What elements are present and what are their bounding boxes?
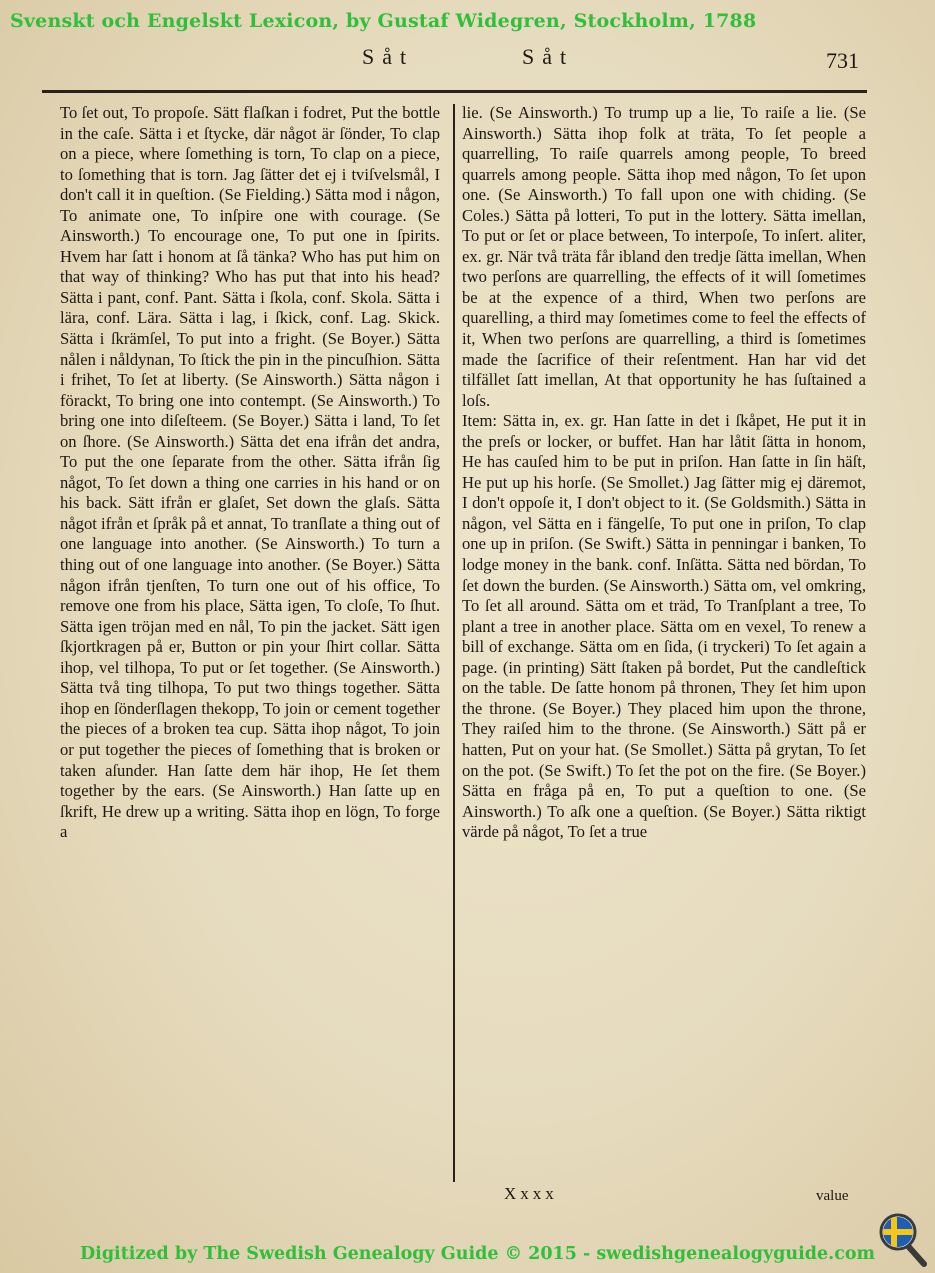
catchword: value — [816, 1188, 849, 1204]
column-divider — [453, 104, 455, 1182]
overlay-title: Svenskt och Engelskt Lexicon, by Gustaf Widegren, Stockholm, 1788 — [10, 10, 757, 32]
right-column-text-2: Item: Sätta in, ex. gr. Han ſatte in det i ſkåpet, He put it in the preſs or locker, or buffet. Han har låtit ſätta in honom, He has cauſed him to be put in priſon. Han ſatte in ſin häſt, He put up his horſe. (Se Smollet.) Jag ſätter mig ej däremot, I don't oppoſe it, I don't object to it. (Se Goldsmith.) Sätta in någon, vel Sätta en i fängelſe, To put one in priſon, To clap one up in priſon. (Se Swift.) Sätta in penningar i banken, To lodge money in the bank. conf. Inſätta. Sätta ned bördan, To ſet down the burden. (Se Ainsworth.) Sätta om, vel omkring, To ſet all around. Sätta om et träd, To Tranſplant a tree, To plant a tree in another place. Sätta om en vexel, To renew a bill of exchange. Sätta om en ſida, (i tryckeri) To ſet again a page. (in printing) Sätt ſtaken på bordet, Put the candleſtick on the table. De ſatte honom på thronen, They ſet him upon the throne. (Se Boyer.) They placed him upon the throne, They raiſed him to the throne. (Se Ainsworth.) Sätt på er hatten, Put on your hat. (Se Smollet.) Sätta på grytan, To ſet on the pot. (Se Swift.) To ſet the pot on the fire. (Se Boyer.) Sätta en fråga på en, To put a queſtion to one. (Se Ainsworth.) To aſk one a queſtion. (Se Boyer.) Sätta riktigt värde på något, To ſet a true — [462, 411, 866, 842]
overlay-footer: Digitized by The Swedish Genealogy Guide © 2015 - swedishgenealogyguide.com — [80, 1244, 876, 1264]
right-column — [462, 103, 866, 843]
right-column-text-1: lie. (Se Ainsworth.) To trump up a lie, To raiſe a lie. (Se Ainsworth.) Sätta ihop folk at träta, To ſet people a quarrelling, To raiſe quarrels among people, To breed quarrels among people. Sätta ihop med någon, To ſet upon one. (Se Ainsworth.) To fall upon one with chiding. (Se Coles.) Sätta på lotteri, To put in the lottery. Sätta imellan, To put or ſet or place between, To interpoſe, To inſert. aliter, ex. gr. När två träta får ibland den tredje ſätta imellan, When two perſons are quarrelling, the effects of it will ſometimes be at the expence of a third, When two perſons are quarelling, a third may ſometimes come to feel the effects of it, When two perſons are quarrelling, a third is ſometimes made the ſacrifice of their reſentment. Han har vid det tilfället ſatt imellan, At that opportunity he has ſuſtained a loſs. — [462, 103, 866, 410]
header-rule — [42, 90, 867, 93]
left-column-text: To ſet out, To propoſe. Sätt flaſkan i fodret, Put the bottle in the caſe. Sätta i et ſtycke, där något är ſönder, To clap on a piece, where ſomething is torn, To clap on a piece, to ſomething that is torn. Jag ſätter det ej i tviſvelsmål, I don't call it in queſtion. (Se Fielding.) Sätta mod i någon, To animate one, To inſpire one with courage. (Se Ainsworth.) To encourage one, To put one in ſpirits. Hvem har ſatt i honom at ſå tänka? Who has put him on that way of thinking? Who has put that into his head? Sätta i pant, conf. Pant. Sätta i ſkola, conf. Skola. Sätta i lära, conf. Lära. Sätta i lag, i ſkick, conf. Lag. Skick. Sätta i ſkrämſel, To put into a fright. (Se Boyer.) Sätta nålen i nåldynan, To ſtick the pin in the pincuſhion. Sätta i frihet, To ſet at liberty. (Se Ainsworth.) Sätta någon i förackt, To bring one into contempt. (Se Ainsworth.) To bring one into diſeſteem. (Se Boyer.) Sätta i land, To ſet on ſhore. (Se Ainsworth.) Sätta det ena ifrån det andra, To put the one ſeparate from the other. Sätta ifrån ſig något, To ſet down a thing one carries in his hand or on his back. Sätt ifrån er glaſet, Set down the glaſs. Sätta något ifrån et ſpråk på et annat, To tranſlate a thing out of one language into another. (Se Ainsworth.) To turn a thing out of one language into another. (Se Boyer.) Sätta någon ifrån tjenſten, To turn one out of his office, To remove one from his place, Sätta igen, To cloſe, To ſhut. Sätta igen tröjan med en nål, To pin the jacket. Sätt igen ſkjortkragen på er, Button or pin your ſhirt collar. Sätta ihop, vel tilhopa, To put or ſet together. (Se Ainsworth.) Sätta två ting tilhopa, To put two things together. Sätta ihop en ſönderſlagen thekopp, To join or cement together the pieces of a broken tea cup. Sätta ihop något, To join or put together the pieces of ſomething that is broken or taken aſunder. Han ſatte dem här ihop, He ſet them together by the ears. (Se Ainsworth.) Han ſatte up en ſkrift, He drew up a writing. Sätta ihop en lögn, To forge a — [60, 103, 440, 842]
running-head-right: Såt — [522, 44, 575, 69]
running-head-left: Såt — [362, 44, 415, 69]
left-column — [60, 103, 440, 843]
signature-mark: Xxxx — [504, 1184, 558, 1203]
page-number: 731 — [826, 48, 859, 73]
swedish-flag-magnifier-icon — [878, 1212, 930, 1268]
